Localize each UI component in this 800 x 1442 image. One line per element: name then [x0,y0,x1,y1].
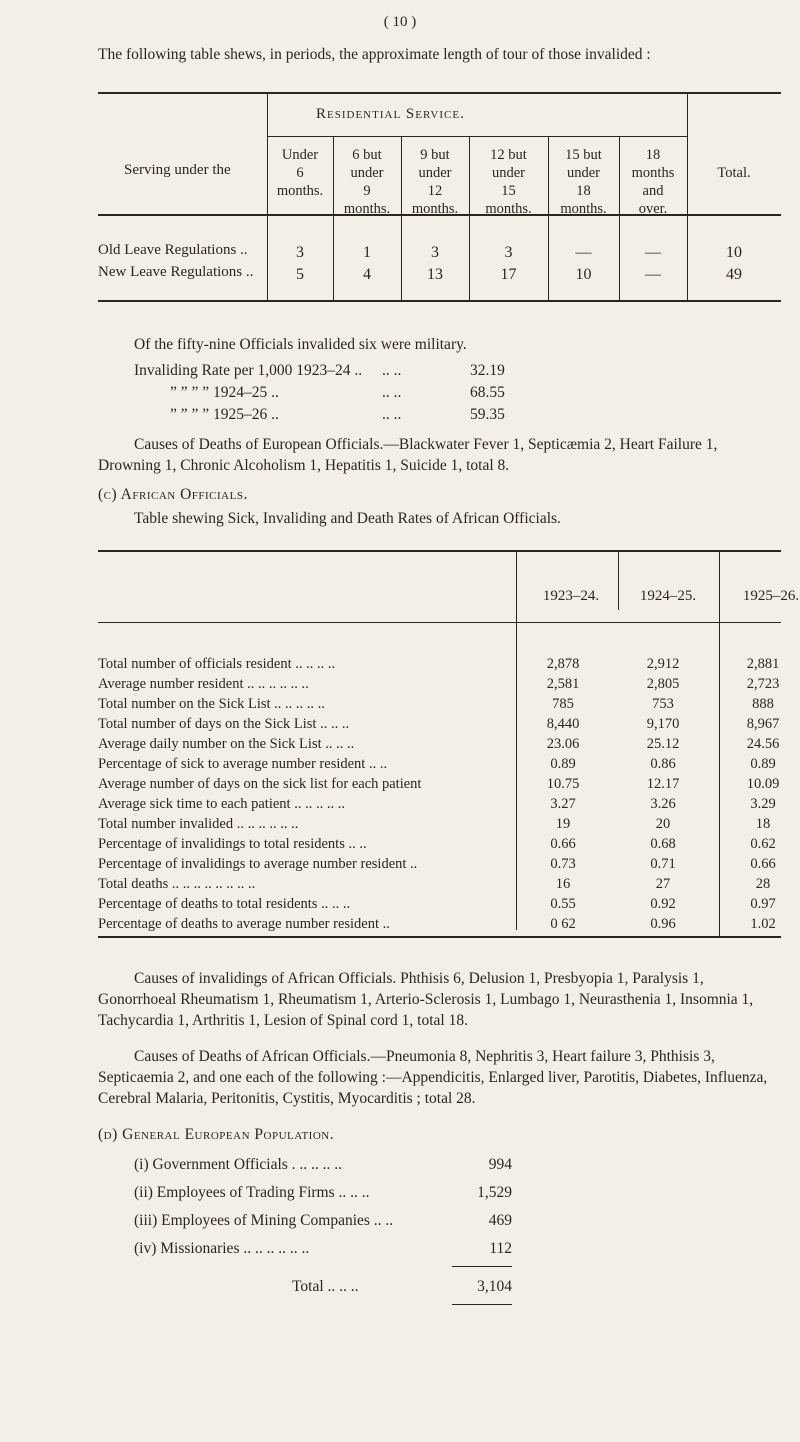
table-row: Total number of days on the Sick List .. .. .. 8,440 9,170 8,967 [98,716,780,732]
table-cell: — [645,244,661,261]
table-cell: 3 [296,244,304,261]
total-rule [452,1266,512,1267]
residential-service-header: Residential Service. [316,106,465,122]
table-row: Percentage of invalidings to average number resident .. 0.73 0.71 0.66 [98,856,776,872]
table-row: Percentage of deaths to total residents .. .. .. 0.55 0.92 0.97 [98,896,776,912]
population-item-value: 994 [488,1156,512,1173]
total-underline [452,1304,512,1305]
table-cell: — [575,244,592,261]
population-item-label: (iv) Missionaries .. .. .. .. .. .. [134,1240,310,1257]
table-row: Percentage of sick to average number resident .. .. 0.89 0.86 0.89 [98,756,776,772]
rate-dots: .. .. [382,384,402,401]
col-header-6-9: 6 but under 9 months. [343,147,391,217]
rate-value: 59.35 [470,406,505,423]
col-header-15-18: 15 but under 18 months. [560,147,607,217]
serving-under-header: Serving under the [124,162,231,178]
rate-label: Invaliding Rate per 1,000 1923–24 .. [134,362,363,379]
section-c-heading: (c) African Officials. [98,486,248,503]
rate-dots: .. .. [382,362,402,379]
col-header-under-6: Under 6 months. [276,147,324,199]
military-note: Of the fifty-nine Officials invalided six were military. [134,336,467,353]
row-label-new: New Leave Regulations .. [98,264,254,280]
section-d-heading: (d) General European Population. [98,1126,335,1143]
rate-label: ” ” ” ” 1925–26 .. [170,406,279,423]
row-label-old: Old Leave Regulations .. [98,242,248,258]
table-cell: 3 [431,244,439,261]
rate-label: ” ” ” ” 1924–25 .. [170,384,279,401]
rate-value: 32.19 [470,362,505,379]
population-item-value: 112 [489,1240,512,1257]
table-row: Percentage of deaths to average number resident .. 0 62 0.96 1.02 [98,916,776,932]
european-deaths-paragraph: Causes of Deaths of European Officials.—Blackwater Fever 1, Septicæmia 2, Heart Failure 1, Drowning 1, Chronic Alcoholism 1, Hepatitis 1, Suicide 1, total 8. [98,436,718,474]
table-row: Average daily number on the Sick List .. .. .. 23.06 25.12 24.56 [98,736,780,752]
population-total-value: 3,104 [477,1278,512,1295]
rate-value: 68.55 [470,384,505,401]
african-invalidings-paragraph: Causes of invalidings of African Officials. Phthisis 6, Delusion 1, Presbyopia 1, Paralysis 1, Gonorrhoeal Rheumatism 1, Rheumatism 1, Arterio-Sclerosis 1, Lumbago 1, Neurasthenia 1, Insomnia 1, Tachycardia 1, Arthritis 1, Lesion of Spinal cord 1, total 18. [98,970,754,1029]
section-c-subheading: Table shewing Sick, Invaliding and Death Rates of African Officials. [134,510,561,527]
african-deaths-paragraph: Causes of Deaths of African Officials.—Pneumonia 8, Nephritis 3, Heart failure 3, Phthisis 3, Septicaemia 2, and one each of the following :—Appendicitis, Enlarged liver, Parotitis, Diabetes, Influenza, Cerebral Malaria, Peritonitis, Cystitis, Myocarditis ; total 28. [98,1048,768,1107]
col-header-total: Total. [717,165,751,181]
population-item-label: (i) Government Officials . .. .. .. .. [134,1156,343,1173]
col-header-9-12: 9 but under 12 months. [411,147,459,217]
table-cell: 13 [427,266,443,283]
table-row: Total number invalided .. .. .. .. .. .. 19 20 18 [98,816,771,832]
table-cell: 3 [504,244,513,261]
year-header-1925: 1925–26. [742,588,800,604]
table-cell: 1 [363,244,371,261]
population-total-label: Total .. .. .. [292,1278,359,1295]
table-cell: 17 [500,266,517,283]
population-item-value: 469 [488,1212,512,1229]
table-row: Average number of days on the sick list for each patient 10.75 12.17 10.09 [98,776,780,792]
table-row: Percentage of invalidings to total residents .. .. 0.66 0.68 0.62 [98,836,776,852]
table-cell: 4 [363,266,371,283]
intro-text: The following table shews, in periods, the approximate length of tour of those invalided : [98,46,651,63]
col-header-12-15: 12 but under 15 months. [485,147,532,217]
table-cell: 5 [296,266,304,283]
page-number: ( 10 ) [383,14,417,30]
table-cell: 10 [726,244,742,261]
population-item-label: (ii) Employees of Trading Firms .. .. .. [134,1184,370,1201]
population-item-label: (iii) Employees of Mining Companies .. .. [134,1212,394,1229]
year-header-1924: 1924–25. [639,588,697,604]
table-row: Total number of officials resident .. .. .. .. 2,878 2,912 2,881 [98,656,780,672]
table-cell: — [645,266,661,283]
col-header-18-over: 18 months and over. [631,147,675,217]
year-header-1923: 1923–24. [542,588,600,604]
population-item-value: 1,529 [477,1184,512,1201]
table-cell: 10 [575,266,592,283]
table-row: Average sick time to each patient .. .. .. .. .. 3.27 3.26 3.29 [98,796,776,812]
table-cell: 49 [726,266,742,283]
rate-dots: .. .. [382,406,402,423]
table-row: Average number resident .. .. .. .. .. .. 2,581 2,805 2,723 [98,676,780,692]
table-row: Total number on the Sick List .. .. .. .. .. 785 753 888 [98,696,774,712]
table-row: Total deaths .. .. .. .. .. .. .. .. 16 27 28 [98,876,771,892]
